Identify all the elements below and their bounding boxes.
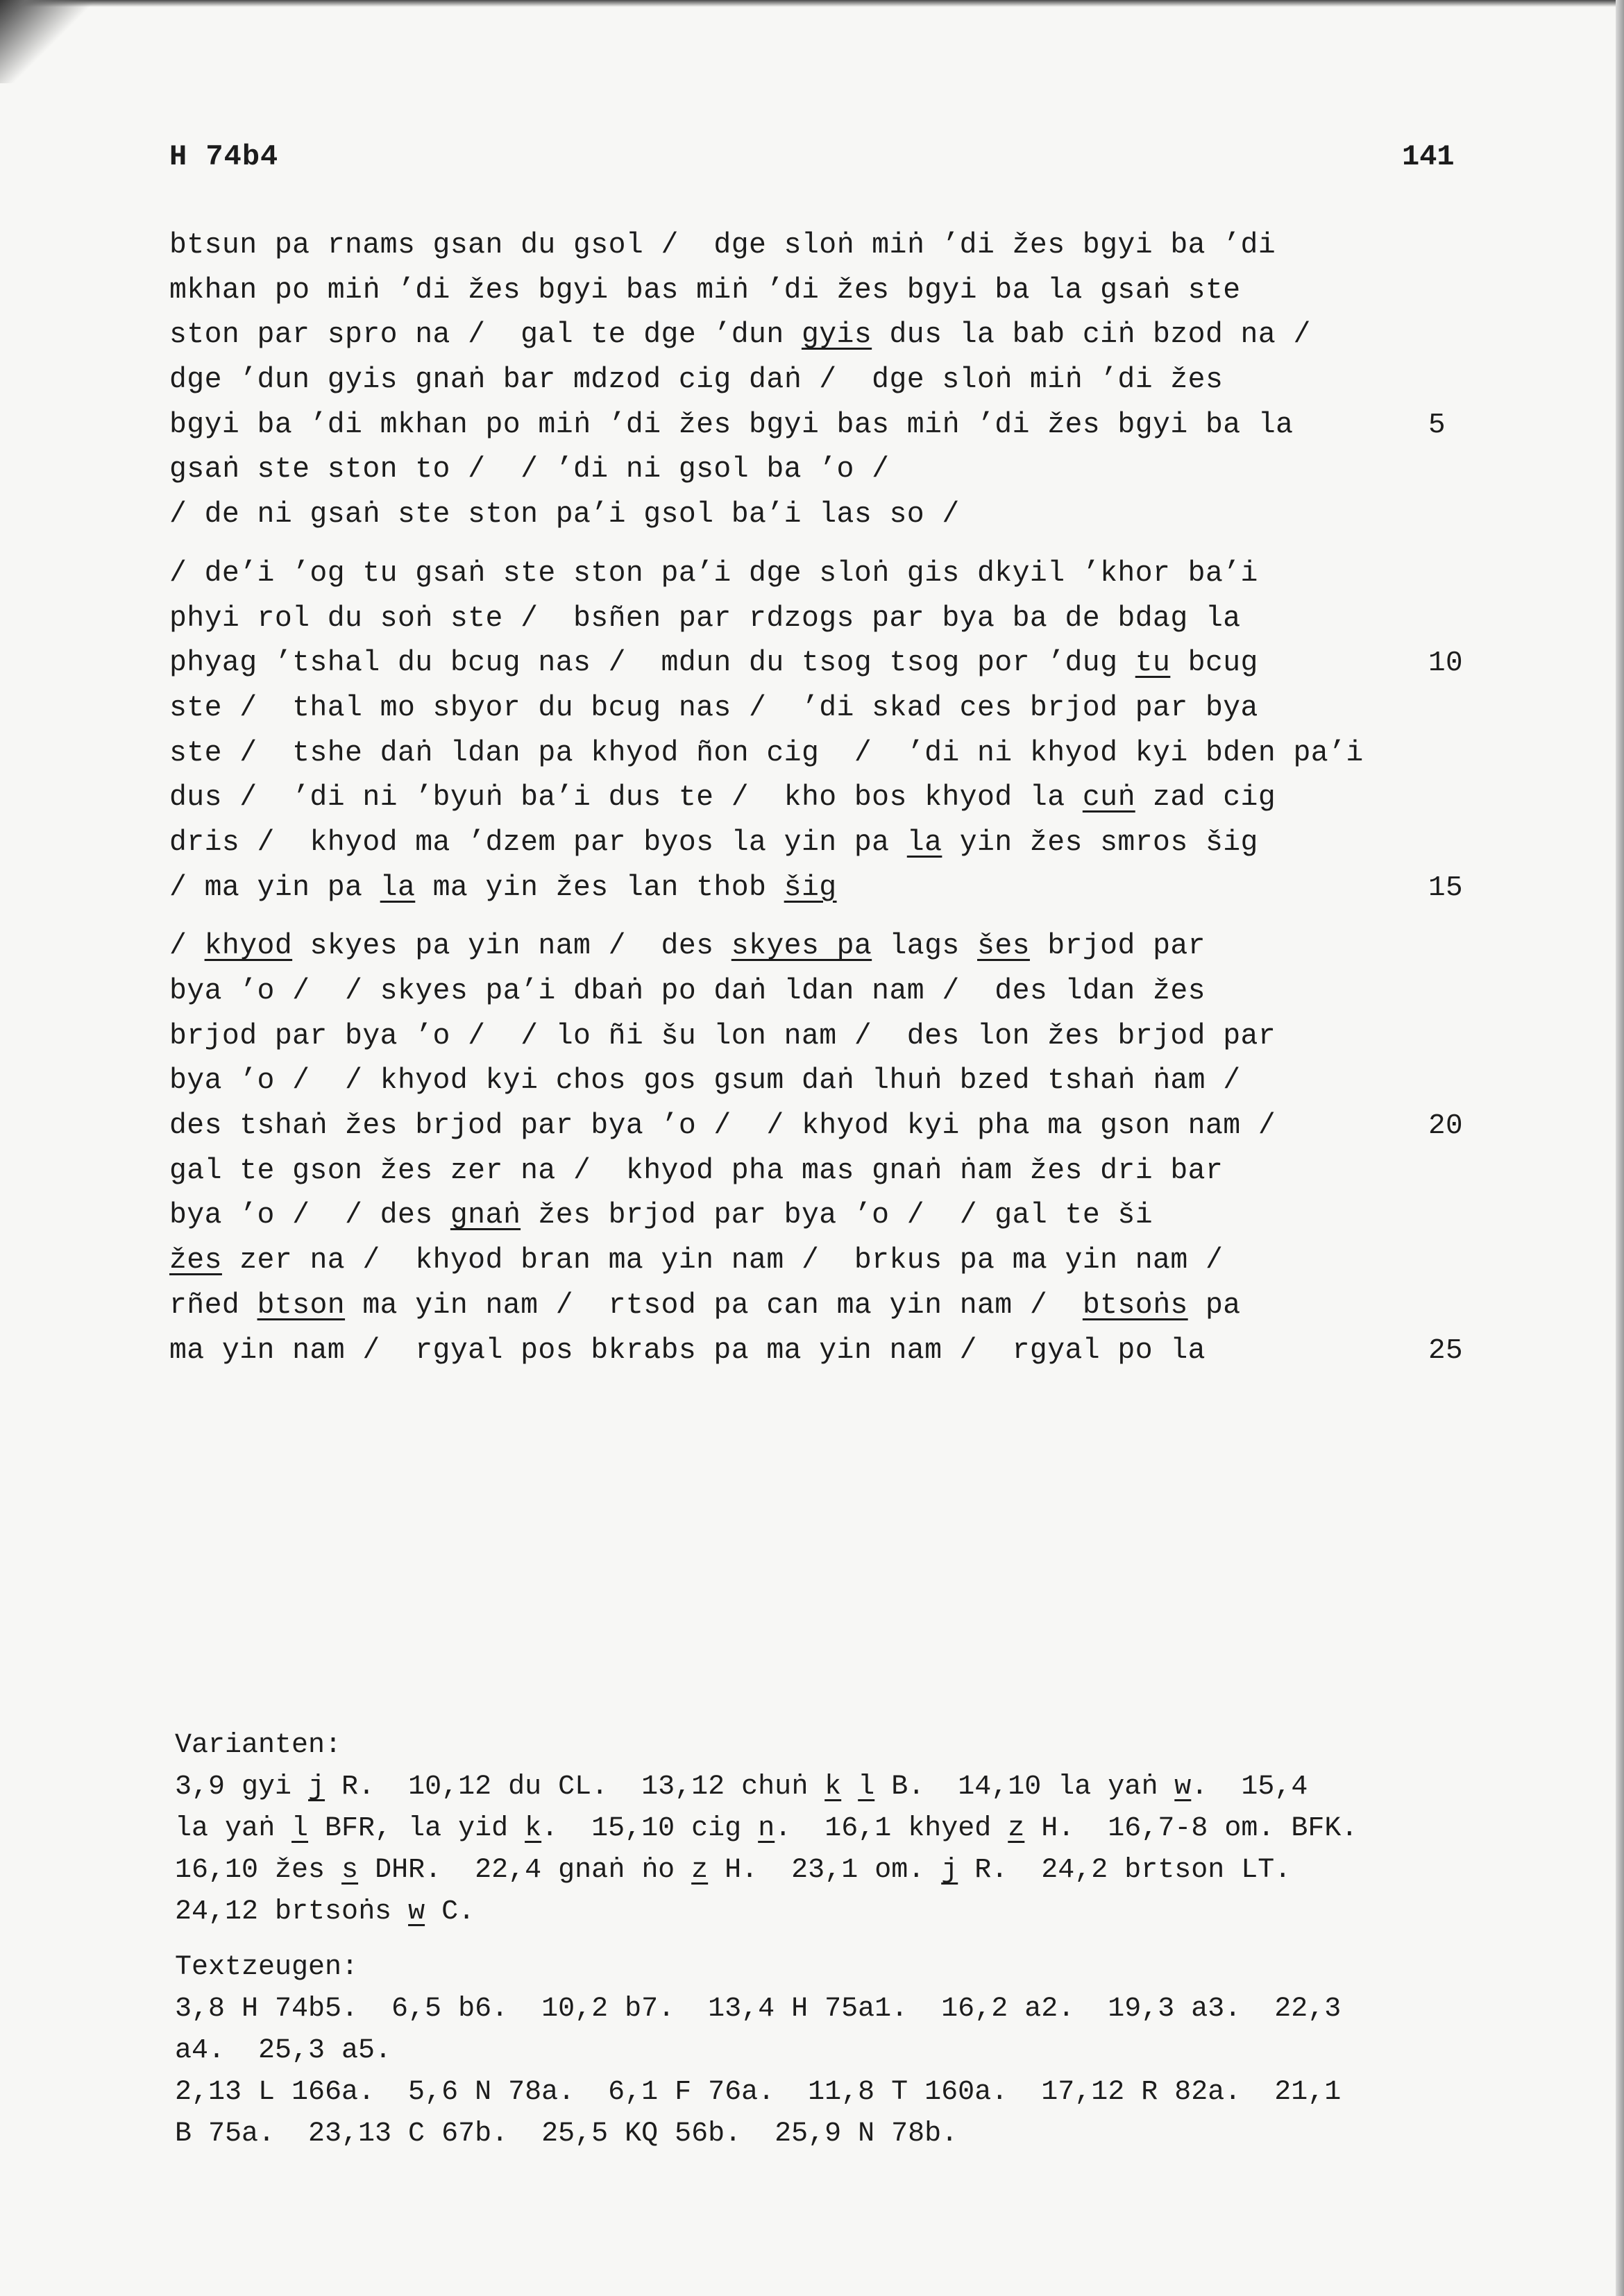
underlined-text: gyis: [801, 318, 872, 352]
line-number: 15: [1428, 871, 1464, 904]
line-number: 25: [1428, 1334, 1464, 1367]
witnesses-section: [175, 1947, 1605, 2155]
underlined-text: n: [758, 1813, 775, 1844]
text-line: [169, 448, 1557, 493]
text-segment: pa: [1187, 1289, 1241, 1322]
text-line: [169, 358, 1557, 403]
variants-section: [175, 1725, 1605, 1933]
text-segment: dge ’dun gyis gnaṅ bar mdzod cig daṅ / dge sloṅ miṅ ’di žes: [169, 364, 1224, 397]
text-segment: brjod par bya ’o / / lo ñi šu lon nam / des lon žes brjod par: [169, 1019, 1276, 1053]
text-segment: dus la bab ciṅ bzod na /: [872, 318, 1311, 352]
text-segment: gsaṅ ste ston to / / ’di ni gsol ba ’o /: [169, 453, 890, 486]
text-line: [169, 1149, 1557, 1194]
scan-right-edge: [1616, 0, 1624, 2296]
text-line: [169, 597, 1557, 642]
underlined-text: gnaṅ: [450, 1199, 521, 1232]
line-number: 5: [1428, 409, 1446, 441]
critical-apparatus: [175, 1725, 1605, 2155]
witnesses-line: [175, 2072, 1605, 2114]
stanza: [169, 924, 1557, 1373]
text-segment: btsun pa rnams gsan du gsol / dge sloṅ miṅ ’di žes bgyi ba ’di: [169, 229, 1276, 262]
text-line: [169, 269, 1557, 314]
witnesses-line: [175, 1989, 1605, 2030]
main-text: [169, 223, 1557, 1373]
variants-line: [175, 1850, 1605, 1891]
text-segment: ma yin nam / rtsod pa can ma yin nam /: [345, 1289, 1083, 1322]
underlined-text: j: [308, 1771, 325, 1803]
text-segment: bya ’o / / skyes pa’i dbaṅ po daṅ ldan nam / des ldan žes: [169, 975, 1206, 1007]
witnesses-line: [175, 2030, 1605, 2072]
text-segment: /: [169, 930, 205, 963]
text-segment: H. 16,7-8 om. BFK.: [1024, 1813, 1358, 1844]
text-segment: . 16,1 khyed: [775, 1813, 1008, 1844]
text-line: [169, 1193, 1557, 1239]
text-segment: / de’i ’og tu gsaṅ ste ston pa’i dge sloṅ gis dkyil ’khor ba’i: [169, 556, 1258, 590]
page-number: 141: [1402, 140, 1455, 173]
text-segment: 3,8 H 74b5. 6,5 b6. 10,2 b7. 13,4 H 75a1. 16,2 a2. 19,3 a3. 22,3: [175, 1993, 1342, 2025]
text-line: [169, 1284, 1557, 1329]
text-segment: dris / khyod ma ’dzem par byos la yin pa: [169, 826, 907, 859]
text-segment: bcug: [1170, 647, 1258, 680]
underlined-text: la: [380, 871, 416, 904]
underlined-text: šes: [977, 930, 1030, 963]
text-segment: bgyi ba ’di mkhan po miṅ ’di žes bgyi bas miṅ ’di žes bgyi ba la: [169, 408, 1294, 441]
text-line: [169, 731, 1557, 776]
witnesses-heading: Textzeugen:: [175, 1952, 359, 1983]
text-segment: des tshaṅ žes brjod par bya ’o / / khyod kyi pha ma gson nam /: [169, 1109, 1276, 1143]
text-line: [169, 686, 1557, 731]
underlined-text: w: [1174, 1771, 1192, 1803]
stanza: [169, 552, 1557, 911]
underlined-text: btson: [257, 1289, 346, 1322]
underlined-text: khyod: [204, 930, 293, 963]
text-segment: gal te gson žes zer na / khyod pha mas gnaṅ ṅam žes dri bar: [169, 1154, 1224, 1187]
text-segment: . 15,4: [1191, 1771, 1308, 1803]
text-segment: mkhan po miṅ ’di žes bgyi bas miṅ ’di žes bgyi ba la gsaṅ ste: [169, 273, 1241, 307]
underlined-text: l: [291, 1813, 309, 1844]
text-line: [169, 403, 1557, 448]
text-segment: ston par spro na / gal te dge ’dun: [169, 318, 802, 352]
variants-heading: Varianten:: [175, 1730, 342, 1761]
underlined-text: žes: [169, 1244, 222, 1277]
line-number: 10: [1428, 647, 1464, 680]
text-segment: lags: [872, 930, 978, 963]
text-line: [169, 776, 1557, 821]
underlined-text: la: [906, 826, 942, 859]
text-segment: yin žes smros šig: [942, 826, 1258, 859]
text-segment: B. 14,10 la yaṅ: [874, 1771, 1175, 1803]
underlined-text: tu: [1135, 647, 1171, 680]
text-line: [169, 1014, 1557, 1060]
text-segment: ste / thal mo sbyor du bcug nas / ’di skad ces brjod par bya: [169, 691, 1258, 724]
variants-lines: [175, 1767, 1605, 1933]
text-line: [169, 1239, 1557, 1284]
scan-corner-shadow: [0, 0, 132, 83]
text-segment: / de ni gsaṅ ste ston pa’i gsol ba’i las so /: [169, 498, 960, 532]
stanza: [169, 223, 1557, 538]
text-segment: DHR. 22,4 gnaṅ ṅo: [358, 1855, 692, 1886]
text-segment: ste / tshe daṅ ldan pa khyod ñon cig / ’di ni khyod kyi bden pa’i: [169, 736, 1364, 769]
underlined-text: w: [408, 1896, 425, 1928]
underlined-text: btsoṅs: [1082, 1289, 1188, 1322]
text-segment: zer na / khyod bran ma yin nam / brkus pa ma yin nam /: [221, 1244, 1224, 1277]
underlined-text: skyes pa: [731, 930, 872, 963]
text-segment: ma yin žes lan thob: [415, 871, 784, 904]
text-segment: žes brjod par bya ’o / / gal te ši: [521, 1199, 1153, 1232]
underlined-text: s: [341, 1855, 359, 1886]
text-segment: H. 23,1 om.: [708, 1855, 942, 1886]
text-segment: / ma yin pa: [169, 871, 380, 904]
witnesses-line: [175, 2114, 1605, 2155]
text-segment: . 15,10 cig: [541, 1813, 759, 1844]
text-line: [169, 866, 1557, 911]
text-segment: B 75a. 23,13 C 67b. 25,5 KQ 56b. 25,9 N 78b.: [175, 2118, 958, 2150]
text-line: [169, 641, 1557, 686]
text-segment: la yaṅ: [175, 1813, 292, 1844]
variants-line: [175, 1808, 1605, 1850]
underlined-text: j: [941, 1855, 958, 1886]
text-segment: 16,10 žes: [175, 1855, 342, 1886]
text-line: [169, 924, 1557, 969]
text-segment: phyi rol du soṅ ste / bsñen par rdzogs par bya ba de bdag la: [169, 602, 1241, 635]
text-segment: a4. 25,3 a5.: [175, 2035, 392, 2066]
text-segment: R. 24,2 brtson LT.: [958, 1855, 1292, 1886]
text-line: [169, 1059, 1557, 1104]
underlined-text: l: [858, 1771, 875, 1803]
text-segment: 3,9 gyi: [175, 1771, 309, 1803]
underlined-text: z: [1008, 1813, 1025, 1844]
scan-top-edge: [0, 0, 1624, 7]
running-head: H 74b4: [169, 140, 279, 173]
text-line: [169, 223, 1557, 269]
text-segment: bya ’o / / des: [169, 1199, 450, 1232]
text-segment: 2,13 L 166a. 5,6 N 78a. 6,1 F 76a. 11,8 T 160a. 17,12 R 82a. 21,1: [175, 2077, 1342, 2108]
witnesses-lines: [175, 1989, 1605, 2155]
text-line: [169, 1329, 1557, 1374]
underlined-text: z: [691, 1855, 709, 1886]
text-segment: brjod par: [1029, 930, 1206, 963]
text-segment: bya ’o / / khyod kyi chos gos gsum daṅ lhuṅ bzed tshaṅ ṅam /: [169, 1064, 1241, 1098]
text-line: [169, 1104, 1557, 1149]
text-line: [169, 493, 1557, 538]
text-segment: C.: [425, 1896, 475, 1928]
text-segment: [841, 1771, 858, 1803]
text-line: [169, 552, 1557, 597]
underlined-text: k: [525, 1813, 542, 1844]
text-segment: skyes pa yin nam / des: [292, 930, 731, 963]
underlined-text: k: [824, 1771, 842, 1803]
text-segment: 24,12 brtsoṅs: [175, 1896, 409, 1928]
variants-line: [175, 1891, 1605, 1933]
underlined-text: šig: [784, 871, 837, 904]
line-number: 20: [1428, 1110, 1464, 1143]
text-line: [169, 821, 1557, 866]
text-segment: BFR, la yid: [308, 1813, 525, 1844]
variants-line: [175, 1767, 1605, 1808]
text-segment: R. 10,12 du CL. 13,12 chuṅ: [325, 1771, 825, 1803]
text-line: [169, 313, 1557, 358]
text-segment: rñed: [169, 1289, 257, 1322]
text-segment: phyag ’tshal du bcug nas / mdun du tsog tsog por ’dug: [169, 647, 1135, 680]
text-segment: zad cig: [1135, 781, 1276, 815]
text-segment: dus / ’di ni ’byuṅ ba’i dus te / kho bos khyod la: [169, 781, 1083, 815]
underlined-text: cuṅ: [1082, 781, 1135, 815]
text-segment: ma yin nam / rgyal pos bkrabs pa ma yin nam / rgyal po la: [169, 1334, 1206, 1367]
text-line: [169, 969, 1557, 1014]
